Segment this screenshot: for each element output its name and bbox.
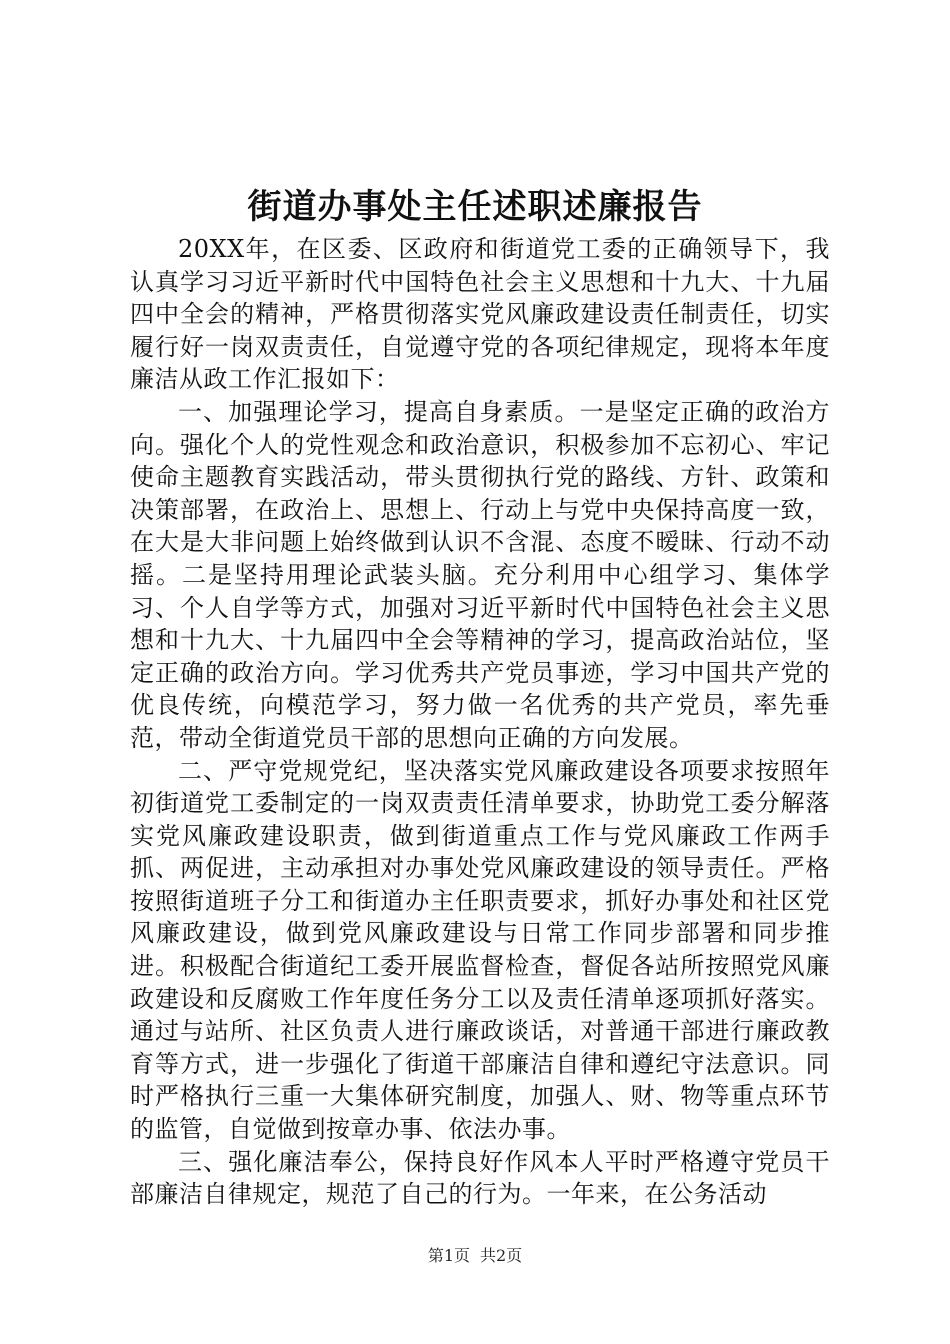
document-title: 街道办事处主任述职述廉报告 bbox=[247, 187, 703, 227]
page-footer bbox=[0, 1244, 950, 1268]
paragraph-section-2: 二、严守党规党纪，坚决落实党风廉政建设各项要求按照年初街道党工委制定的一岗双责责任清单要求，协助党工委分解落实党风廉政建设职责，做到街道重点工作与党风廉政工作两手抓、两促进，主动承担对办事处党风廉政建设的领导责任。严格按照街道班子分工和街道办主任职责要求，抓好办事处和社区党风廉政建设，做到党风廉政建设与日常工作同步部署和同步推进。积极配合街道纪工委开展监督检查，督促各站所按照党风廉政建设和反腐败工作年度任务分工以及责任清单逐项抓好落实。通过与站所、社区负责人进行廉政谈话，对普通干部进行廉政教育等方式，进一步强化了街道干部廉洁自律和遵纪守法意识。同时严格执行三重一大集体研究制度，加强人、财、物等重点环节的监管，自觉做到按章办事、依法办事。 bbox=[130, 756, 830, 1144]
paragraph-intro: 20XX年，在区委、区政府和街道党工委的正确领导下，我认真学习习近平新时代中国特色社会主义思想和十九大、十九届四中全会的精神，严格贯彻落实党风廉政建设责任制责任，切实履行好一岗双责责任，自觉遵守党的各项纪律规定，现将本年度廉洁从政工作汇报如下： bbox=[130, 235, 830, 394]
paragraph-section-3: 三、强化廉洁奉公，保持良好作风本人平时严格遵守党员干部廉洁自律规定，规范了自己的行为。一年来，在公务活动 bbox=[130, 1147, 830, 1209]
page-number-total: 共2页 bbox=[480, 1246, 523, 1265]
page-number-current: 第1页 bbox=[427, 1246, 470, 1265]
document-body bbox=[130, 233, 830, 1211]
paragraph-section-1: 一、加强理论学习，提高自身素质。一是坚定正确的政治方向。强化个人的党性观念和政治意识，积极参加不忘初心、牢记使命主题教育实践活动，带头贯彻执行党的路线、方针、政策和决策部署，在政治上、思想上、行动上与党中央保持高度一致，在大是大非问题上始终做到认识不含混、态度不暧昧、行动不动摇。二是坚持用理论武装头脑。充分利用中心组学习、集体学习、个人自学等方式，加强对习近平新时代中国特色社会主义思想和十九大、十九届四中全会等精神的学习，提高政治站位，坚定正确的政治方向。学习优秀共产党员事迹，学习中国共产党的优良传统，向模范学习，努力做一名优秀的共产党员，率先垂范，带动全街道党员干部的思想向正确的方向发展。 bbox=[130, 397, 830, 752]
